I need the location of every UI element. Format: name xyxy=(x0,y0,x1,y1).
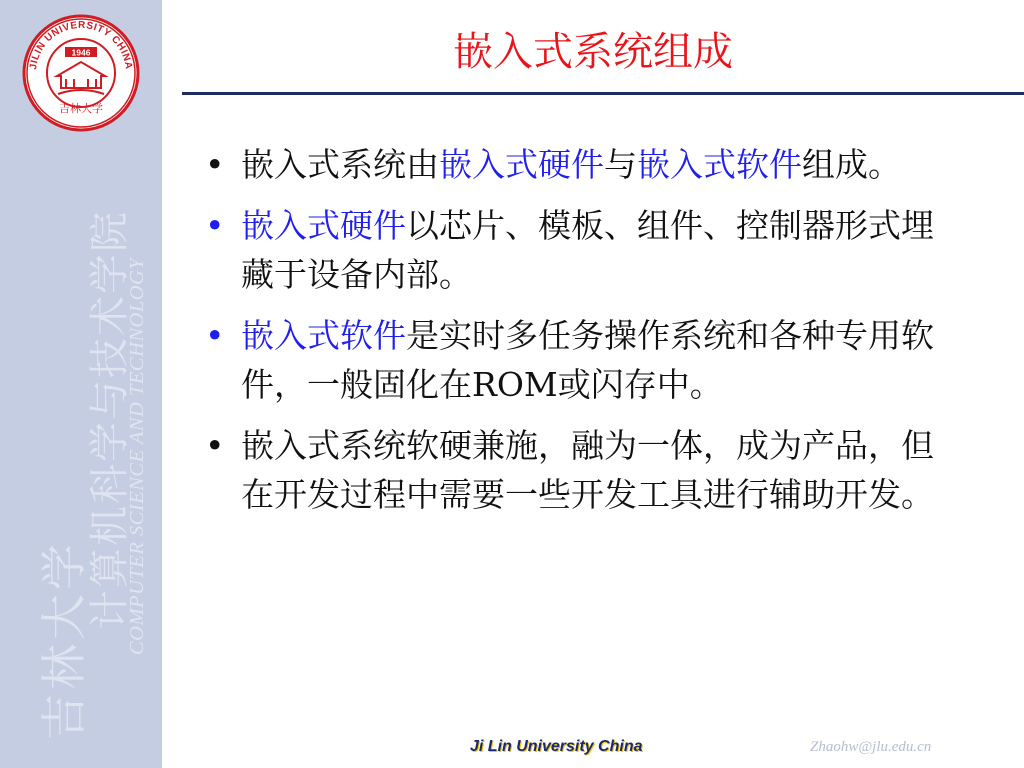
vertical-college-text: 计算机科学与技术学院 xyxy=(87,210,133,630)
footer-email: Zhaohw@jlu.edu.cn xyxy=(810,739,932,755)
bullet-text xyxy=(241,426,934,514)
highlighted-term: 嵌入式硬件 xyxy=(439,145,604,184)
text-segment: 嵌入式系统由 xyxy=(241,145,439,184)
vertical-english-text: COMPUTER SCIENCE AND TECHNOLOGY xyxy=(126,257,148,655)
vertical-jilin-text: 吉林大学 xyxy=(37,540,91,740)
footer-university-name: Ji Lin University China xyxy=(470,738,643,755)
text-segment: 嵌入式系统软硬兼施，融为一体，成为产品，但在开发过程中需要一些开发工具进行辅助开发。 xyxy=(241,426,934,514)
bullet-dot-icon: • xyxy=(205,145,225,184)
title-divider xyxy=(182,92,1024,95)
bullet-text xyxy=(241,316,934,404)
bullet-item xyxy=(205,311,950,409)
university-seal-logo xyxy=(22,14,140,132)
text-segment: 是实时多任务操作系统和各种专用软件，一般固化在ROM或闪存中。 xyxy=(241,316,934,404)
slide-title: 嵌入式系统组成 xyxy=(453,29,733,75)
bullet-item xyxy=(205,421,950,519)
text-segment: 与 xyxy=(604,145,637,184)
bullet-text xyxy=(241,145,901,184)
seal-year: 1946 xyxy=(71,47,91,58)
bullet-item xyxy=(205,140,950,189)
text-segment: 组成。 xyxy=(802,145,901,184)
bullet-text xyxy=(241,206,934,294)
highlighted-term: 嵌入式软件 xyxy=(637,145,802,184)
bullet-list xyxy=(205,140,950,531)
bullet-item xyxy=(205,201,950,299)
seal-script-text: 吉林大学 xyxy=(59,102,103,115)
text-segment: 以芯片、模板、组件、控制器形式埋藏于设备内部。 xyxy=(241,206,934,294)
highlighted-term: 嵌入式软件 xyxy=(241,316,406,355)
bullet-dot-icon: • xyxy=(205,426,225,465)
sidebar-band xyxy=(0,0,162,768)
seal-ring-text: JILIN UNIVERSITY CHINA xyxy=(28,19,134,71)
bullet-dot-icon: • xyxy=(205,316,225,355)
bullet-dot-icon: • xyxy=(205,206,225,245)
highlighted-term: 嵌入式硬件 xyxy=(241,206,406,245)
